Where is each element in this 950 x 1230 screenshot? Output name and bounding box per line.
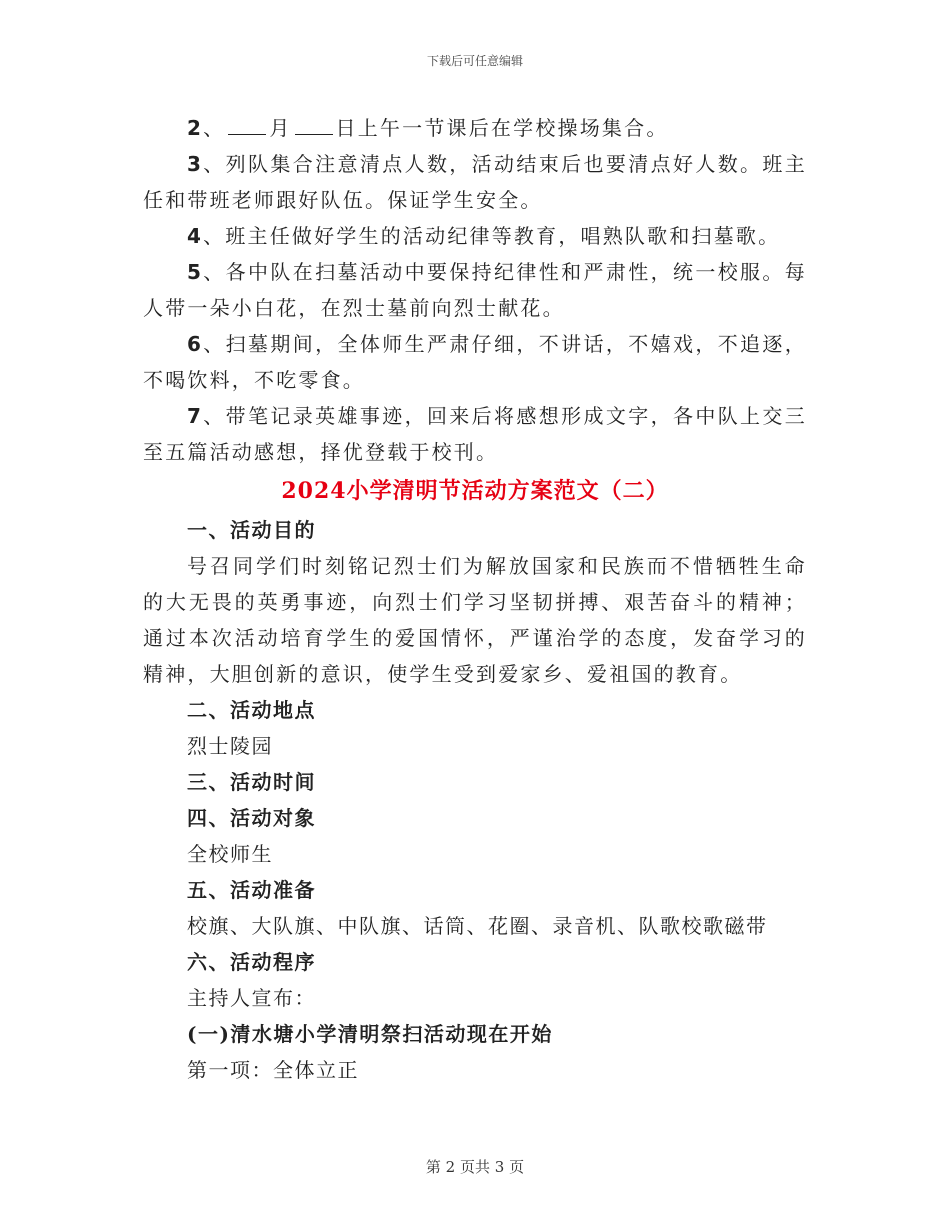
item-3 <box>143 146 807 218</box>
prep-text: 校旗、大队旗、中队旗、话筒、花圈、录音机、队歌校歌磁带 <box>187 914 768 938</box>
host-text: 主持人宣布： <box>187 986 316 1010</box>
item-4 <box>143 218 807 254</box>
item-6 <box>143 326 807 398</box>
step-heading: (一)清水塘小学清明祭扫活动现在开始 <box>187 1022 553 1046</box>
time-heading: 三、活动时间 <box>187 770 316 794</box>
day-blank <box>295 116 333 135</box>
item-7 <box>143 398 807 470</box>
target-text: 全校师生 <box>187 842 273 866</box>
month-label: 月 <box>269 116 292 140</box>
program-heading: 六、活动程序 <box>187 950 316 974</box>
item-text: 日上午一节课后在学校操场集合。 <box>335 116 669 140</box>
item-separator: 、 <box>203 116 226 140</box>
prep-heading: 五、活动准备 <box>187 878 316 902</box>
document-body <box>143 110 807 1088</box>
item-text: 、班主任做好学生的活动纪律等教育，唱熟队歌和扫墓歌。 <box>203 224 781 248</box>
item-text: 、扫墓期间，全体师生严肃仔细，不讲话，不嬉戏，不追逐，不喝饮料，不吃零食。 <box>143 332 807 392</box>
step1-text: 第一项：全体立正 <box>187 1058 359 1082</box>
target-heading: 四、活动对象 <box>187 806 316 830</box>
item-number: 7 <box>187 404 204 428</box>
page-header: 下载后可任意编辑 <box>426 54 523 68</box>
item-5 <box>143 254 807 326</box>
place-heading: 二、活动地点 <box>187 698 316 722</box>
place-text: 烈士陵园 <box>187 734 273 758</box>
item-number: 6 <box>187 332 204 356</box>
item-number: 3 <box>187 152 204 176</box>
page-footer: 第 2 页共 3 页 <box>425 1158 525 1176</box>
section-title: 2024小学清明节活动方案范文（二） <box>281 478 669 504</box>
purpose-heading: 一、活动目的 <box>187 518 316 542</box>
item-text: 、列队集合注意清点人数，活动结束后也要清点好人数。班主任和带班老师跟好队伍。保证学生安全。 <box>143 152 807 212</box>
item-text: 、各中队在扫墓活动中要保持纪律性和严肃性，统一校服。每人带一朵小白花，在烈士墓前向烈士献花。 <box>143 260 807 320</box>
item-number: 2 <box>187 116 204 140</box>
item-number: 5 <box>187 260 204 284</box>
item-text: 、带笔记录英雄事迹，回来后将感想形成文字，各中队上交三至五篇活动感想，择优登载于校刊。 <box>143 404 807 464</box>
purpose-text: 号召同学们时刻铭记烈士们为解放国家和民族而不惜牺牲生命的大无畏的英勇事迹，向烈士们学习坚韧拼搏、艰苦奋斗的精神；通过本次活动培育学生的爱国情怀，严谨治学的态度，发奋学习的精神，大胆创新的意识，使学生受到爱家乡、爱祖国的教育。 <box>143 554 807 686</box>
item-number: 4 <box>187 224 204 248</box>
month-blank <box>228 116 266 135</box>
item-2 <box>143 110 807 146</box>
